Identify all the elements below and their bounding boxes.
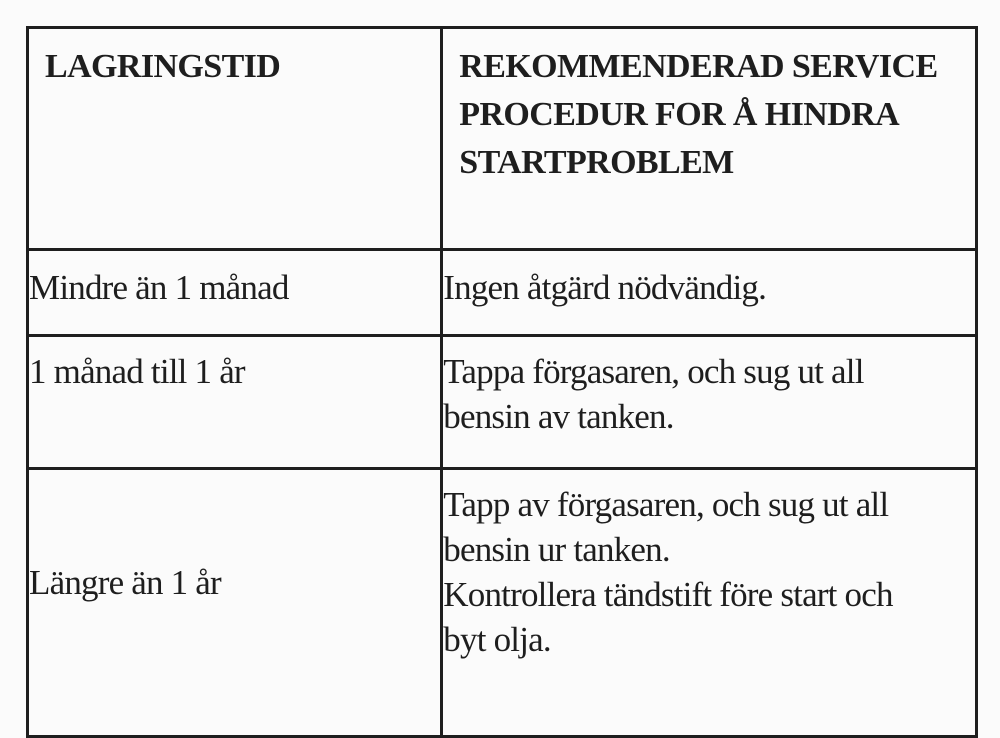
procedure-line: Tappa förgasaren, och sug ut all <box>443 352 864 391</box>
header-line: REKOMMENDERAD SERVICE <box>459 48 938 85</box>
procedure-cell <box>442 336 977 469</box>
storage-duration-cell: 1 månad till 1 år <box>28 336 442 469</box>
procedure-cell <box>442 469 977 737</box>
table-row <box>28 336 977 469</box>
procedure-line: Tapp av förgasaren, och sug ut all <box>443 485 889 524</box>
procedure-line: bensin ur tanken. <box>443 530 670 569</box>
storage-duration-cell: Längre än 1 år <box>28 469 442 737</box>
header-line: PROCEDUR FOR Å HINDRA <box>459 96 900 133</box>
table-row <box>28 250 977 336</box>
storage-duration-cell: Mindre än 1 månad <box>28 250 442 336</box>
procedure-line: byt olja. <box>443 620 551 659</box>
table-row <box>28 469 977 737</box>
procedure-line: bensin av tanken. <box>443 397 674 436</box>
header-recommended-procedure <box>442 28 977 250</box>
table-header-row <box>28 28 977 250</box>
procedure-cell <box>442 250 977 336</box>
header-storage-time: LAGRINGSTID <box>28 28 442 250</box>
storage-service-table <box>26 26 978 738</box>
header-line: STARTPROBLEM <box>459 144 734 181</box>
procedure-line: Kontrollera tändstift före start och <box>443 575 893 614</box>
procedure-line: Ingen åtgärd nödvändig. <box>443 268 767 307</box>
